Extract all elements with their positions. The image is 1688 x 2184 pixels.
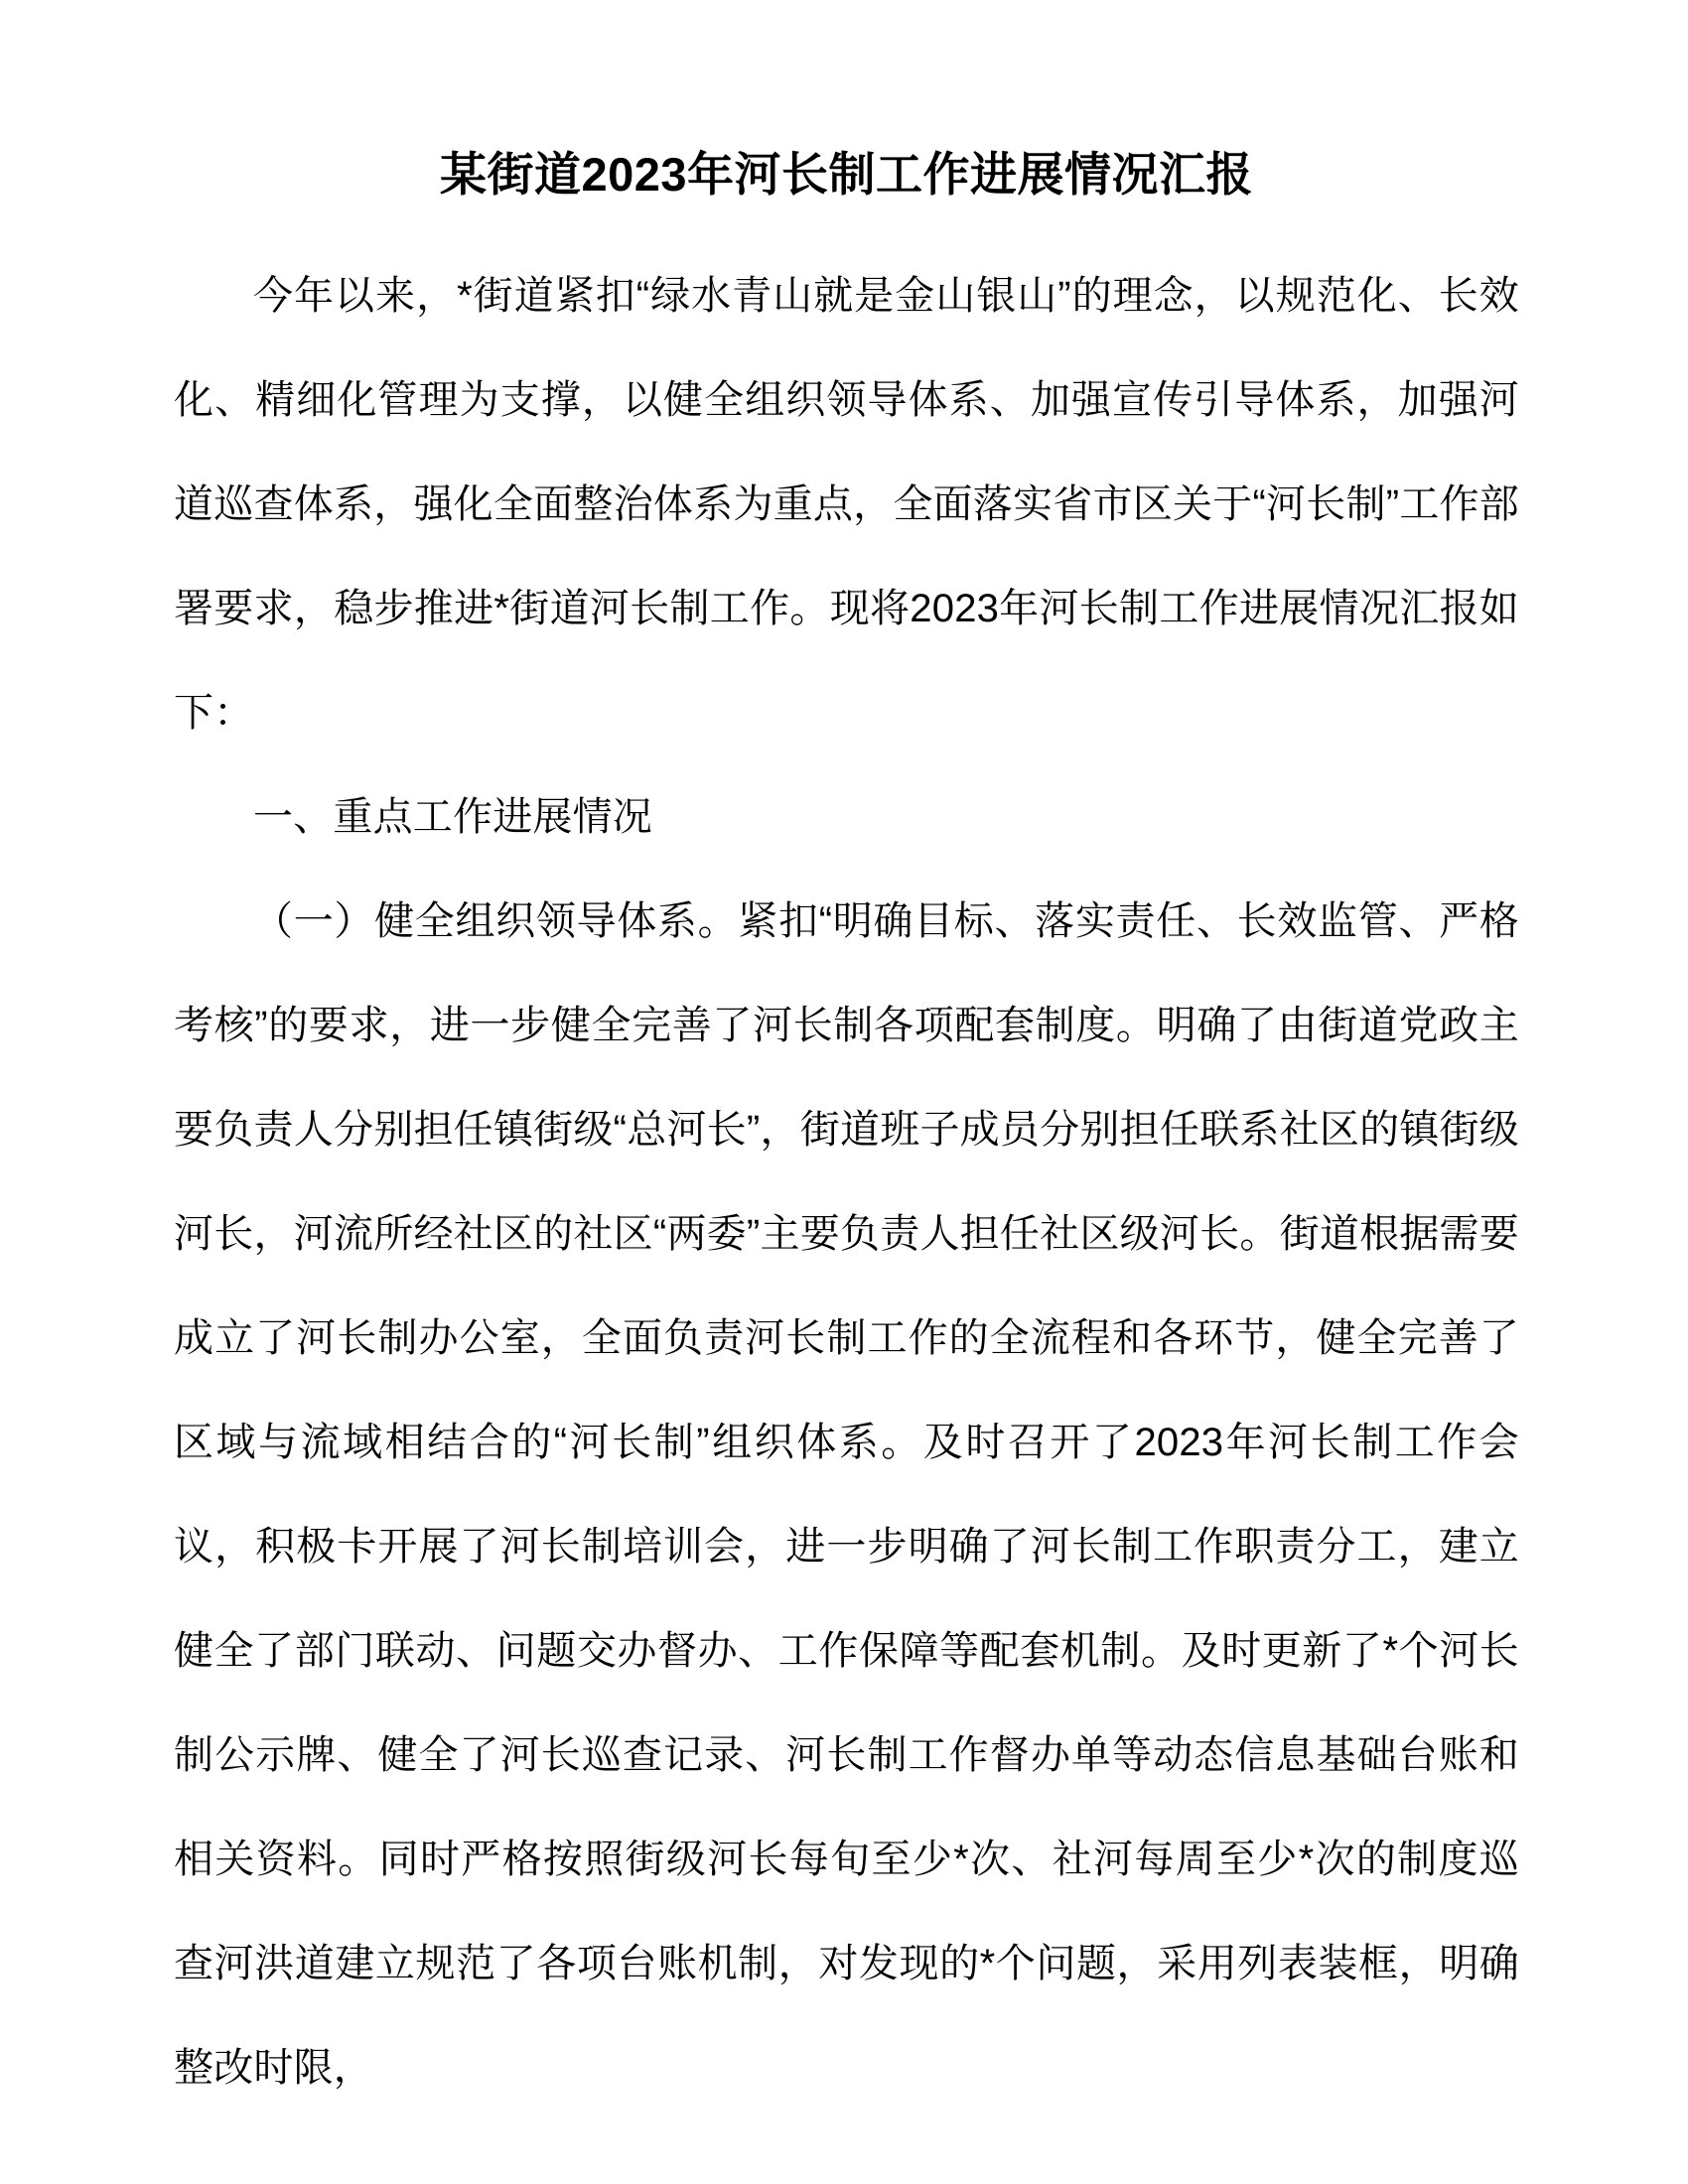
document-content (174, 0, 1519, 2120)
paragraph-subsection-one: （一）健全组织领导体系。紧扣“明确目标、落实责任、长效监管、严格考核”的要求，进一步健全完善了河长制各项配套制度。明确了由街道党政主要负责人分别担任镇街级“总河长”，街道班子成员分别担任联系社区的镇街级河长，河流所经社区的社区“两委”主要负责人担任社区级河长。街道根据需要成立了河长制办公室，全面负责河长制工作的全流程和各环节，健全完善了区域与流域相结合的“河长制”组织体系。及时召开了2023年河长制工作会议，积极卡开展了河长制培训会，进一步明确了河长制工作职责分工，建立健全了部门联动、问题交办督办、工作保障等配套机制。及时更新了*个河长制公示牌、健全了河长巡查记录、河长制工作督办单等动态信息基础台账和相关资料。同时严格按照街级河长每旬至少*次、社河每周至少*次的制度巡查河洪道建立规范了各项台账机制，对发现的*个问题，采用列表装框，明确整改时限， (174, 899, 1519, 2091)
paragraph-intro: 今年以来，*街道紧扣“绿水青山就是金山银山”的理念，以规范化、长效化、精细化管理为支撑，以健全组织领导体系、加强宣传引导体系，加强河道巡查体系，强化全面整治体系为重点，全面落实省市区关于“河长制”工作部署要求，稳步推进*街道河长制工作。现将2023年河长制工作进展情况汇报如下： (174, 274, 1519, 736)
section-heading-one: 一、重点工作进展情况 (253, 795, 652, 840)
document-title: 某街道2023年河长制工作进展情况汇报 (439, 148, 1254, 201)
